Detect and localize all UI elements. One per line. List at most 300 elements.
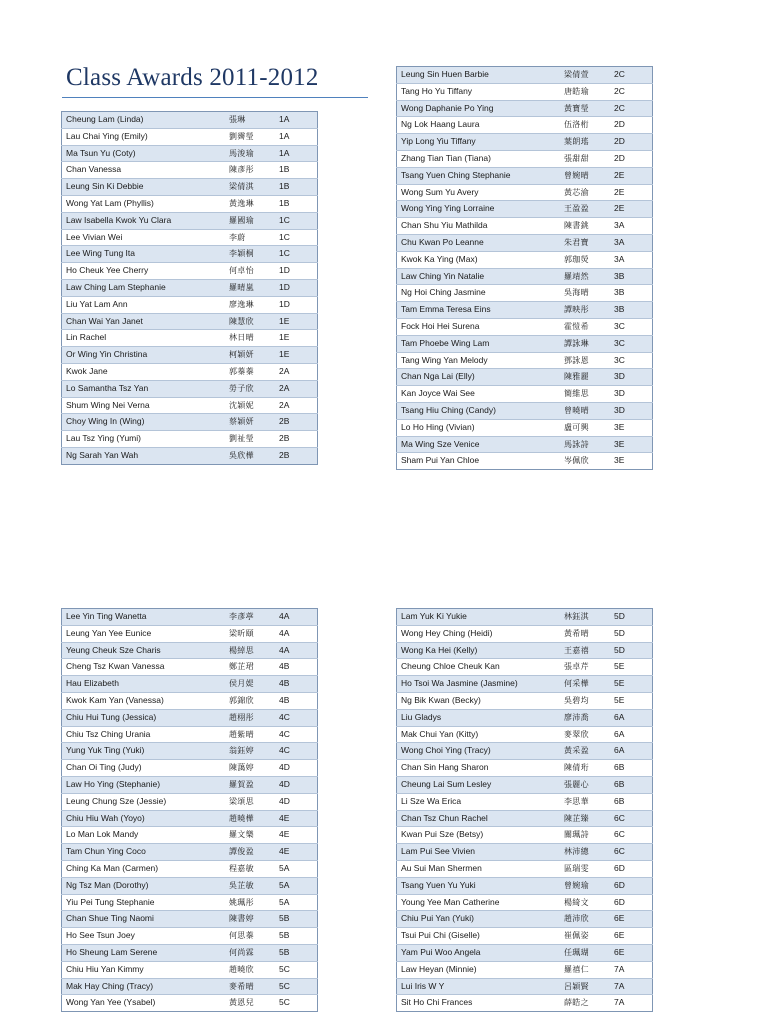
class-code: 4D <box>275 760 318 777</box>
table-row <box>397 302 653 319</box>
chinese-name: 岑佩欣 <box>560 453 610 470</box>
class-code: 1D <box>275 263 318 280</box>
class-code: 2E <box>610 184 653 201</box>
student-name: Kan Joyce Wai See <box>397 386 561 403</box>
chinese-name: 劉祉瑩 <box>225 431 275 448</box>
table-row <box>62 246 318 263</box>
class-code: 4C <box>275 743 318 760</box>
class-code: 4B <box>275 659 318 676</box>
chinese-name: 勞子欣 <box>225 380 275 397</box>
chinese-name: 羅晴嵐 <box>225 279 275 296</box>
class-code: 4E <box>275 827 318 844</box>
class-code: 2A <box>275 363 318 380</box>
student-name: Lo Man Lok Mandy <box>62 827 226 844</box>
chinese-name: 譚詠琳 <box>560 335 610 352</box>
class-code: 1C <box>275 229 318 246</box>
table-row <box>397 827 653 844</box>
class-code: 3C <box>610 318 653 335</box>
student-name: Leung Sin Ki Debbie <box>62 179 226 196</box>
table-row <box>397 860 653 877</box>
table-row <box>62 625 318 642</box>
class-code: 6E <box>610 928 653 945</box>
table-row <box>62 793 318 810</box>
chinese-name: 黃逸琳 <box>225 195 275 212</box>
chinese-name: 何卓怡 <box>225 263 275 280</box>
chinese-name: 何尚霖 <box>225 944 275 961</box>
student-name: Tam Phoebe Wing Lam <box>397 335 561 352</box>
table-row <box>397 928 653 945</box>
student-name: Ng Tsz Man (Dorothy) <box>62 877 226 894</box>
student-name: Choy Wing In (Wing) <box>62 414 226 431</box>
student-name: Yung Yuk Ting (Yuki) <box>62 743 226 760</box>
chinese-name: 陳藹婷 <box>225 760 275 777</box>
class-code: 6B <box>610 760 653 777</box>
student-name: Lau Chai Ying (Emily) <box>62 128 226 145</box>
class-code: 1E <box>275 330 318 347</box>
class-code: 2B <box>275 431 318 448</box>
chinese-name: 郭蓁蓁 <box>225 363 275 380</box>
table-row <box>62 313 318 330</box>
chinese-name: 林鈺淇 <box>560 609 610 626</box>
student-name: Ng Lok Haang Laura <box>397 117 561 134</box>
table-row <box>62 195 318 212</box>
student-name: Zhang Tian Tian (Tiana) <box>397 150 561 167</box>
chinese-name: 羅國瑜 <box>225 212 275 229</box>
student-name: Wong Hey Ching (Heidi) <box>397 625 561 642</box>
student-name: Tam Chun Ying Coco <box>62 844 226 861</box>
table-row <box>397 709 653 726</box>
chinese-name: 趙沛欣 <box>560 911 610 928</box>
chinese-name: 陳慧欣 <box>225 313 275 330</box>
table-row <box>397 100 653 117</box>
class-code: 4E <box>275 810 318 827</box>
class-code: 5D <box>610 609 653 626</box>
chinese-name: 張卓芹 <box>560 659 610 676</box>
student-name: Tsang Yuen Ching Stephanie <box>397 167 561 184</box>
class-code: 5A <box>275 877 318 894</box>
table-row <box>62 330 318 347</box>
class-code: 5B <box>275 944 318 961</box>
class-code: 6C <box>610 810 653 827</box>
student-name: Wong Sum Yu Avery <box>397 184 561 201</box>
chinese-name: 姚珮彤 <box>225 894 275 911</box>
student-name: Lee Wing Tung Ita <box>62 246 226 263</box>
table-row <box>397 83 653 100</box>
table-row <box>397 268 653 285</box>
student-name: Chiu Hiu Yan Kimmy <box>62 961 226 978</box>
student-name: Tsang Hiu Ching (Candy) <box>397 402 561 419</box>
awards-table-forms-5-7 <box>396 608 653 1012</box>
class-code: 3E <box>610 453 653 470</box>
table-row <box>62 128 318 145</box>
chinese-name: 趙曉欣 <box>225 961 275 978</box>
class-code: 2E <box>610 167 653 184</box>
table-row <box>397 625 653 642</box>
table-row <box>62 860 318 877</box>
chinese-name: 關珮詩 <box>560 827 610 844</box>
class-code: 4B <box>275 676 318 693</box>
chinese-name: 張麗心 <box>560 776 610 793</box>
chinese-name: 羅文樂 <box>225 827 275 844</box>
student-name: Kwan Pui Sze (Betsy) <box>397 827 561 844</box>
class-code: 3D <box>610 386 653 403</box>
class-code: 3D <box>610 402 653 419</box>
chinese-name: 梁昕頤 <box>225 625 275 642</box>
class-code: 2D <box>610 134 653 151</box>
table-row <box>397 659 653 676</box>
table-row <box>62 911 318 928</box>
table-row <box>62 995 318 1012</box>
chinese-name: 羅禧仁 <box>560 961 610 978</box>
table-row <box>397 352 653 369</box>
class-code: 1C <box>275 246 318 263</box>
table-row <box>62 743 318 760</box>
chinese-name: 曾曉晴 <box>560 402 610 419</box>
class-code: 1B <box>275 179 318 196</box>
student-name: Tsang Yuen Yu Yuki <box>397 877 561 894</box>
student-name: Chiu Tsz Ching Urania <box>62 726 226 743</box>
chinese-name: 曾婉瑜 <box>560 877 610 894</box>
table-row <box>397 726 653 743</box>
table-row <box>397 793 653 810</box>
class-code: 4D <box>275 793 318 810</box>
student-name: Lee Vivian Wei <box>62 229 226 246</box>
class-code: 1A <box>275 128 318 145</box>
chinese-name: 譚俊盈 <box>225 844 275 861</box>
student-name: Ng Bik Kwan (Becky) <box>397 692 561 709</box>
table-row <box>62 894 318 911</box>
chinese-name: 葉朗瑤 <box>560 134 610 151</box>
class-code: 5C <box>275 995 318 1012</box>
class-code: 3A <box>610 234 653 251</box>
student-name: Wong Ka Hei (Kelly) <box>397 642 561 659</box>
student-name: Chiu Pui Yan (Yuki) <box>397 911 561 928</box>
chinese-name: 郭珈熒 <box>560 251 610 268</box>
chinese-name: 鄭芷珺 <box>225 659 275 676</box>
student-name: Wong Choi Ying (Tracy) <box>397 743 561 760</box>
class-code: 2A <box>275 380 318 397</box>
title-underline <box>62 97 368 98</box>
student-name: Tsui Pui Chi (Giselle) <box>397 928 561 945</box>
student-name: Ho See Tsun Joey <box>62 928 226 945</box>
chinese-name: 張琳 <box>225 112 275 129</box>
table-row <box>62 827 318 844</box>
chinese-name: 馬浚瑜 <box>225 145 275 162</box>
student-name: Chan Tsz Chun Rachel <box>397 810 561 827</box>
student-name: Chan Vanessa <box>62 162 226 179</box>
chinese-name: 何思蓁 <box>225 928 275 945</box>
table-row <box>62 760 318 777</box>
chinese-name: 王嘉禧 <box>560 642 610 659</box>
student-name: Li Sze Wa Erica <box>397 793 561 810</box>
class-code: 5B <box>275 928 318 945</box>
table-row <box>397 184 653 201</box>
student-name: Chan Shue Ting Naomi <box>62 911 226 928</box>
class-code: 3E <box>610 436 653 453</box>
chinese-name: 呂穎賢 <box>560 978 610 995</box>
table-row <box>397 150 653 167</box>
chinese-name: 朱君寶 <box>560 234 610 251</box>
table-row <box>397 894 653 911</box>
table-row <box>62 726 318 743</box>
table-row <box>62 961 318 978</box>
student-name: Shum Wing Nei Verna <box>62 397 226 414</box>
class-code: 6B <box>610 776 653 793</box>
student-name: Hau Elizabeth <box>62 676 226 693</box>
table-row <box>62 877 318 894</box>
table-row <box>62 692 318 709</box>
table-row <box>397 810 653 827</box>
chinese-name: 廖沛喬 <box>560 709 610 726</box>
awards-table-forms-1-2 <box>61 111 318 465</box>
chinese-name: 霍愷希 <box>560 318 610 335</box>
class-code: 1E <box>275 347 318 364</box>
class-code: 2E <box>610 201 653 218</box>
student-name: Cheung Lai Sum Lesley <box>397 776 561 793</box>
table-row <box>62 162 318 179</box>
chinese-name: 吳欣樺 <box>225 447 275 464</box>
table-row <box>62 279 318 296</box>
table-row <box>62 642 318 659</box>
student-name: Chan Oi Ting (Judy) <box>62 760 226 777</box>
class-code: 1D <box>275 296 318 313</box>
student-name: Ng Hoi Ching Jasmine <box>397 285 561 302</box>
table-row <box>62 347 318 364</box>
table-row <box>397 67 653 84</box>
class-code: 4A <box>275 625 318 642</box>
chinese-name: 羅靖然 <box>560 268 610 285</box>
table-row <box>397 436 653 453</box>
student-name: Law Ching Lam Stephanie <box>62 279 226 296</box>
table-row <box>397 386 653 403</box>
student-name: Ma Wing Sze Venice <box>397 436 561 453</box>
chinese-name: 沈穎妮 <box>225 397 275 414</box>
table-row <box>62 676 318 693</box>
table-row <box>397 285 653 302</box>
chinese-name: 麥希晴 <box>225 978 275 995</box>
class-code: 3A <box>610 251 653 268</box>
table-row <box>62 112 318 129</box>
table-row <box>62 810 318 827</box>
chinese-name: 吳碧均 <box>560 692 610 709</box>
student-name: Kwok Ka Ying (Max) <box>397 251 561 268</box>
student-name: Yam Pui Woo Angela <box>397 944 561 961</box>
class-code: 2C <box>610 67 653 84</box>
chinese-name: 薛皓之 <box>560 995 610 1012</box>
class-code: 6A <box>610 709 653 726</box>
chinese-name: 陳倩珩 <box>560 760 610 777</box>
student-name: Yiu Pei Tung Stephanie <box>62 894 226 911</box>
chinese-name: 梁倩淇 <box>225 179 275 196</box>
student-name: Cheng Tsz Kwan Vanessa <box>62 659 226 676</box>
table-row <box>397 944 653 961</box>
student-name: Yeung Cheuk Sze Charis <box>62 642 226 659</box>
student-name: Lam Pui See Vivien <box>397 844 561 861</box>
table-row <box>62 212 318 229</box>
student-name: Tang Ho Yu Tiffany <box>397 83 561 100</box>
class-code: 5E <box>610 692 653 709</box>
table-row <box>62 659 318 676</box>
table-row <box>62 447 318 464</box>
student-name: Lui Iris W Y <box>397 978 561 995</box>
table-row <box>62 397 318 414</box>
chinese-name: 李思華 <box>560 793 610 810</box>
class-code: 1C <box>275 212 318 229</box>
table-row <box>62 296 318 313</box>
table-row <box>397 961 653 978</box>
chinese-name: 陳彥彤 <box>225 162 275 179</box>
chinese-name: 蔡穎妍 <box>225 414 275 431</box>
chinese-name: 區瑞雯 <box>560 860 610 877</box>
chinese-name: 劉霽瑩 <box>225 128 275 145</box>
table-row <box>397 692 653 709</box>
class-code: 2C <box>610 100 653 117</box>
chinese-name: 伍洛桁 <box>560 117 610 134</box>
class-code: 3B <box>610 302 653 319</box>
chinese-name: 吳芷敏 <box>225 877 275 894</box>
class-code: 1E <box>275 313 318 330</box>
student-name: Kwok Jane <box>62 363 226 380</box>
student-name: Liu Gladys <box>397 709 561 726</box>
student-name: Lin Rachel <box>62 330 226 347</box>
chinese-name: 梁倩萱 <box>560 67 610 84</box>
table-row <box>397 676 653 693</box>
student-name: Young Yee Man Catherine <box>397 894 561 911</box>
class-code: 3B <box>610 268 653 285</box>
class-code: 7A <box>610 995 653 1012</box>
class-code: 4E <box>275 844 318 861</box>
table-row <box>397 234 653 251</box>
chinese-name: 黃希晴 <box>560 625 610 642</box>
student-name: Ho Sheung Lam Serene <box>62 944 226 961</box>
class-code: 4C <box>275 726 318 743</box>
table-row <box>397 251 653 268</box>
table-row <box>62 229 318 246</box>
class-code: 1D <box>275 279 318 296</box>
student-name: Au Sui Man Shermen <box>397 860 561 877</box>
table-row <box>397 201 653 218</box>
table-row <box>397 978 653 995</box>
chinese-name: 陳書婷 <box>225 911 275 928</box>
student-name: Cheung Lam (Linda) <box>62 112 226 129</box>
student-name: Or Wing Yin Christina <box>62 347 226 364</box>
student-name: Sham Pui Yan Chloe <box>397 453 561 470</box>
table-row <box>62 145 318 162</box>
class-code: 6A <box>610 743 653 760</box>
class-code: 5E <box>610 676 653 693</box>
class-code: 7A <box>610 978 653 995</box>
table-row <box>397 218 653 235</box>
table-row <box>397 369 653 386</box>
chinese-name: 陳書銚 <box>560 218 610 235</box>
chinese-name: 曾婉晴 <box>560 167 610 184</box>
table-row <box>397 402 653 419</box>
chinese-name: 柯穎妍 <box>225 347 275 364</box>
chinese-name: 馬詠詩 <box>560 436 610 453</box>
student-name: Ho Cheuk Yee Cherry <box>62 263 226 280</box>
student-name: Yip Long Yiu Tiffany <box>397 134 561 151</box>
chinese-name: 林日晴 <box>225 330 275 347</box>
class-code: 2D <box>610 150 653 167</box>
class-code: 2A <box>275 397 318 414</box>
chinese-name: 張甜甜 <box>560 150 610 167</box>
student-name: Cheung Chloe Cheuk Kan <box>397 659 561 676</box>
table-row <box>397 642 653 659</box>
class-code: 1A <box>275 112 318 129</box>
table-row <box>397 335 653 352</box>
chinese-name: 陳雅麗 <box>560 369 610 386</box>
chinese-name: 盧可興 <box>560 419 610 436</box>
chinese-name: 李彥葶 <box>225 609 275 626</box>
student-name: Lau Tsz Ying (Yumi) <box>62 431 226 448</box>
table-row <box>397 877 653 894</box>
class-code: 6E <box>610 911 653 928</box>
chinese-name: 郭錦欣 <box>225 692 275 709</box>
student-name: Chiu Hui Tung (Jessica) <box>62 709 226 726</box>
chinese-name: 廖逸琳 <box>225 296 275 313</box>
table-row <box>62 263 318 280</box>
class-code: 6A <box>610 726 653 743</box>
class-code: 2B <box>275 414 318 431</box>
table-row <box>397 609 653 626</box>
class-code: 5C <box>275 961 318 978</box>
chinese-name: 侯月媞 <box>225 676 275 693</box>
student-name: Mak Chui Yan (Kitty) <box>397 726 561 743</box>
student-name: Chan Shu Yiu Mathilda <box>397 218 561 235</box>
student-name: Lee Yin Ting Wanetta <box>62 609 226 626</box>
table-row <box>62 179 318 196</box>
table-row <box>397 743 653 760</box>
table-row <box>397 167 653 184</box>
student-name: Chiu Hiu Wah (Yoyo) <box>62 810 226 827</box>
table-row <box>62 380 318 397</box>
table-row <box>397 453 653 470</box>
chinese-name: 羅賀盈 <box>225 776 275 793</box>
class-code: 5E <box>610 659 653 676</box>
table-row <box>397 911 653 928</box>
table-row <box>397 318 653 335</box>
chinese-name: 楊綽思 <box>225 642 275 659</box>
student-name: Leung Chung Sze (Jessie) <box>62 793 226 810</box>
table-row <box>397 419 653 436</box>
table-row <box>62 844 318 861</box>
chinese-name: 何采樺 <box>560 676 610 693</box>
student-name: Wong Yan Yee (Ysabel) <box>62 995 226 1012</box>
student-name: Tang Wing Yan Melody <box>397 352 561 369</box>
chinese-name: 譚映彤 <box>560 302 610 319</box>
table-row <box>62 709 318 726</box>
chinese-name: 黃采盈 <box>560 743 610 760</box>
class-code: 7A <box>610 961 653 978</box>
table-row <box>397 776 653 793</box>
chinese-name: 李蔚 <box>225 229 275 246</box>
class-code: 1A <box>275 145 318 162</box>
table-row <box>62 363 318 380</box>
student-name: Kwok Kam Yan (Vanessa) <box>62 692 226 709</box>
student-name: Lo Ho Hing (Vivian) <box>397 419 561 436</box>
class-code: 6D <box>610 894 653 911</box>
student-name: Leung Yan Yee Eunice <box>62 625 226 642</box>
student-name: Liu Yat Lam Ann <box>62 296 226 313</box>
class-code: 5D <box>610 642 653 659</box>
chinese-name: 黃寶瑩 <box>560 100 610 117</box>
chinese-name: 趙紫晴 <box>225 726 275 743</box>
chinese-name: 陳芷臻 <box>560 810 610 827</box>
student-name: Ho Tsoi Wa Jasmine (Jasmine) <box>397 676 561 693</box>
class-code: 1B <box>275 195 318 212</box>
student-name: Law Isabella Kwok Yu Clara <box>62 212 226 229</box>
chinese-name: 李穎桐 <box>225 246 275 263</box>
